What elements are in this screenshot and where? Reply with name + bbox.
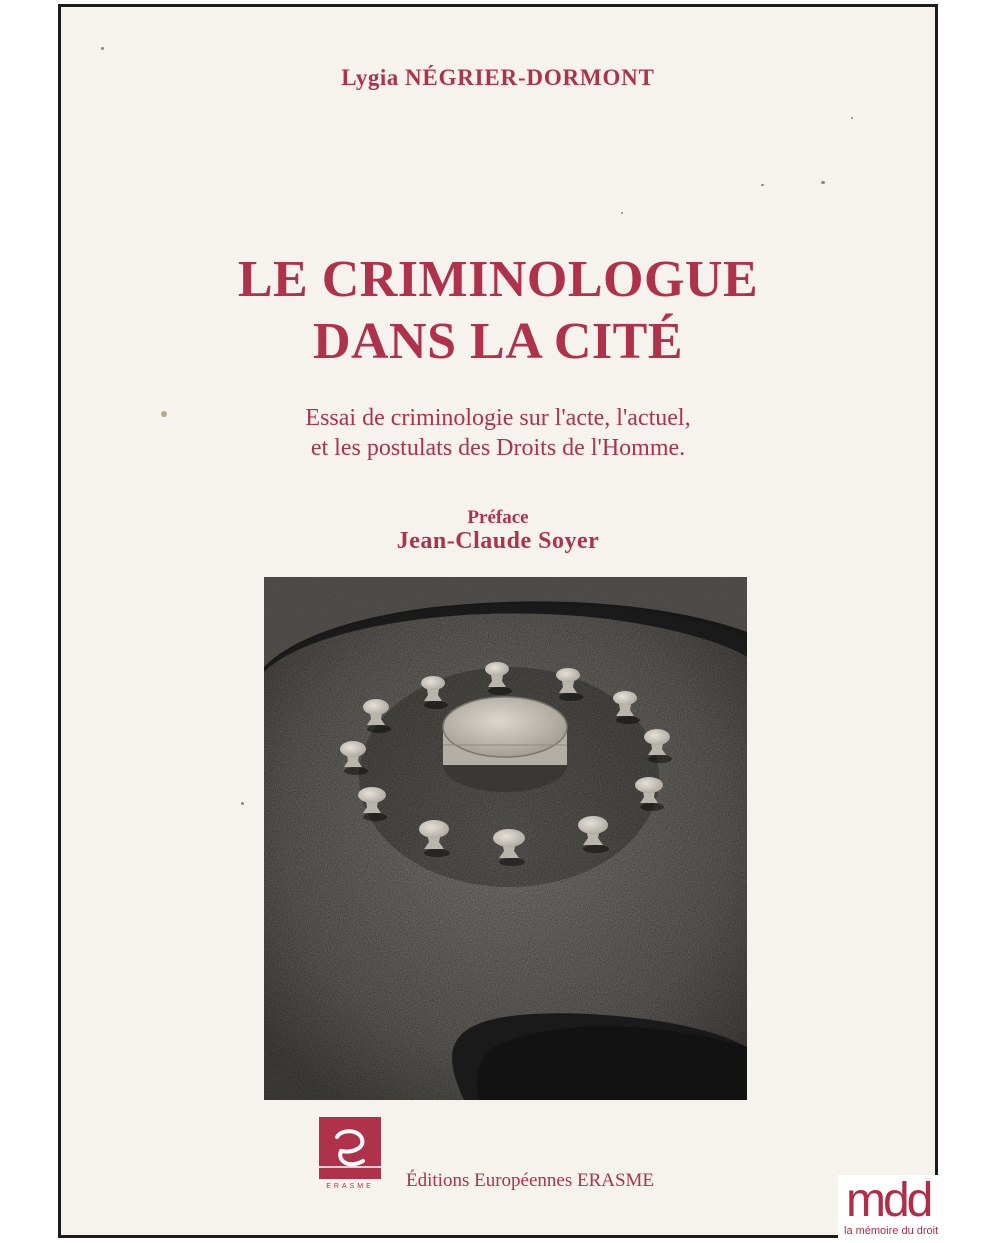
book-subtitle <box>61 403 935 463</box>
paper-speck <box>851 117 853 119</box>
paper-speck <box>761 184 764 186</box>
subtitle-line-2: et les postulats des Droits de l'Homme. <box>310 435 686 461</box>
author-first-name: Lygia <box>341 65 399 90</box>
subtitle-line-1: Essai de criminologie sur l'acte, l'actuel, <box>305 405 691 431</box>
mdd-logo: mdd <box>846 1174 931 1227</box>
preface-author: Jean-Claude Soyer <box>396 528 600 554</box>
publisher-name: Éditions Européennes ERASME <box>406 1170 655 1191</box>
preface-label: Préface <box>467 507 529 528</box>
stone-table-photo <box>264 577 747 1100</box>
title-line-2: DANS LA CITÉ <box>312 313 684 370</box>
paper-speck <box>621 212 623 214</box>
erasme-logo-icon <box>319 1117 381 1179</box>
logo-caption: ERASME <box>326 1183 374 1190</box>
paper-speck <box>821 181 825 184</box>
title-line-1: LE CRIMINOLOGUE <box>237 251 759 308</box>
book-cover <box>58 4 938 1238</box>
author-name <box>61 65 935 91</box>
mdd-caption: la mémoire du droit <box>844 1225 939 1237</box>
book-title <box>61 249 935 373</box>
paper-speck <box>241 802 244 805</box>
paper-speck <box>101 47 104 50</box>
author-last-name: NÉGRIER-DORMONT <box>405 65 655 90</box>
mdd-watermark <box>838 1175 940 1243</box>
